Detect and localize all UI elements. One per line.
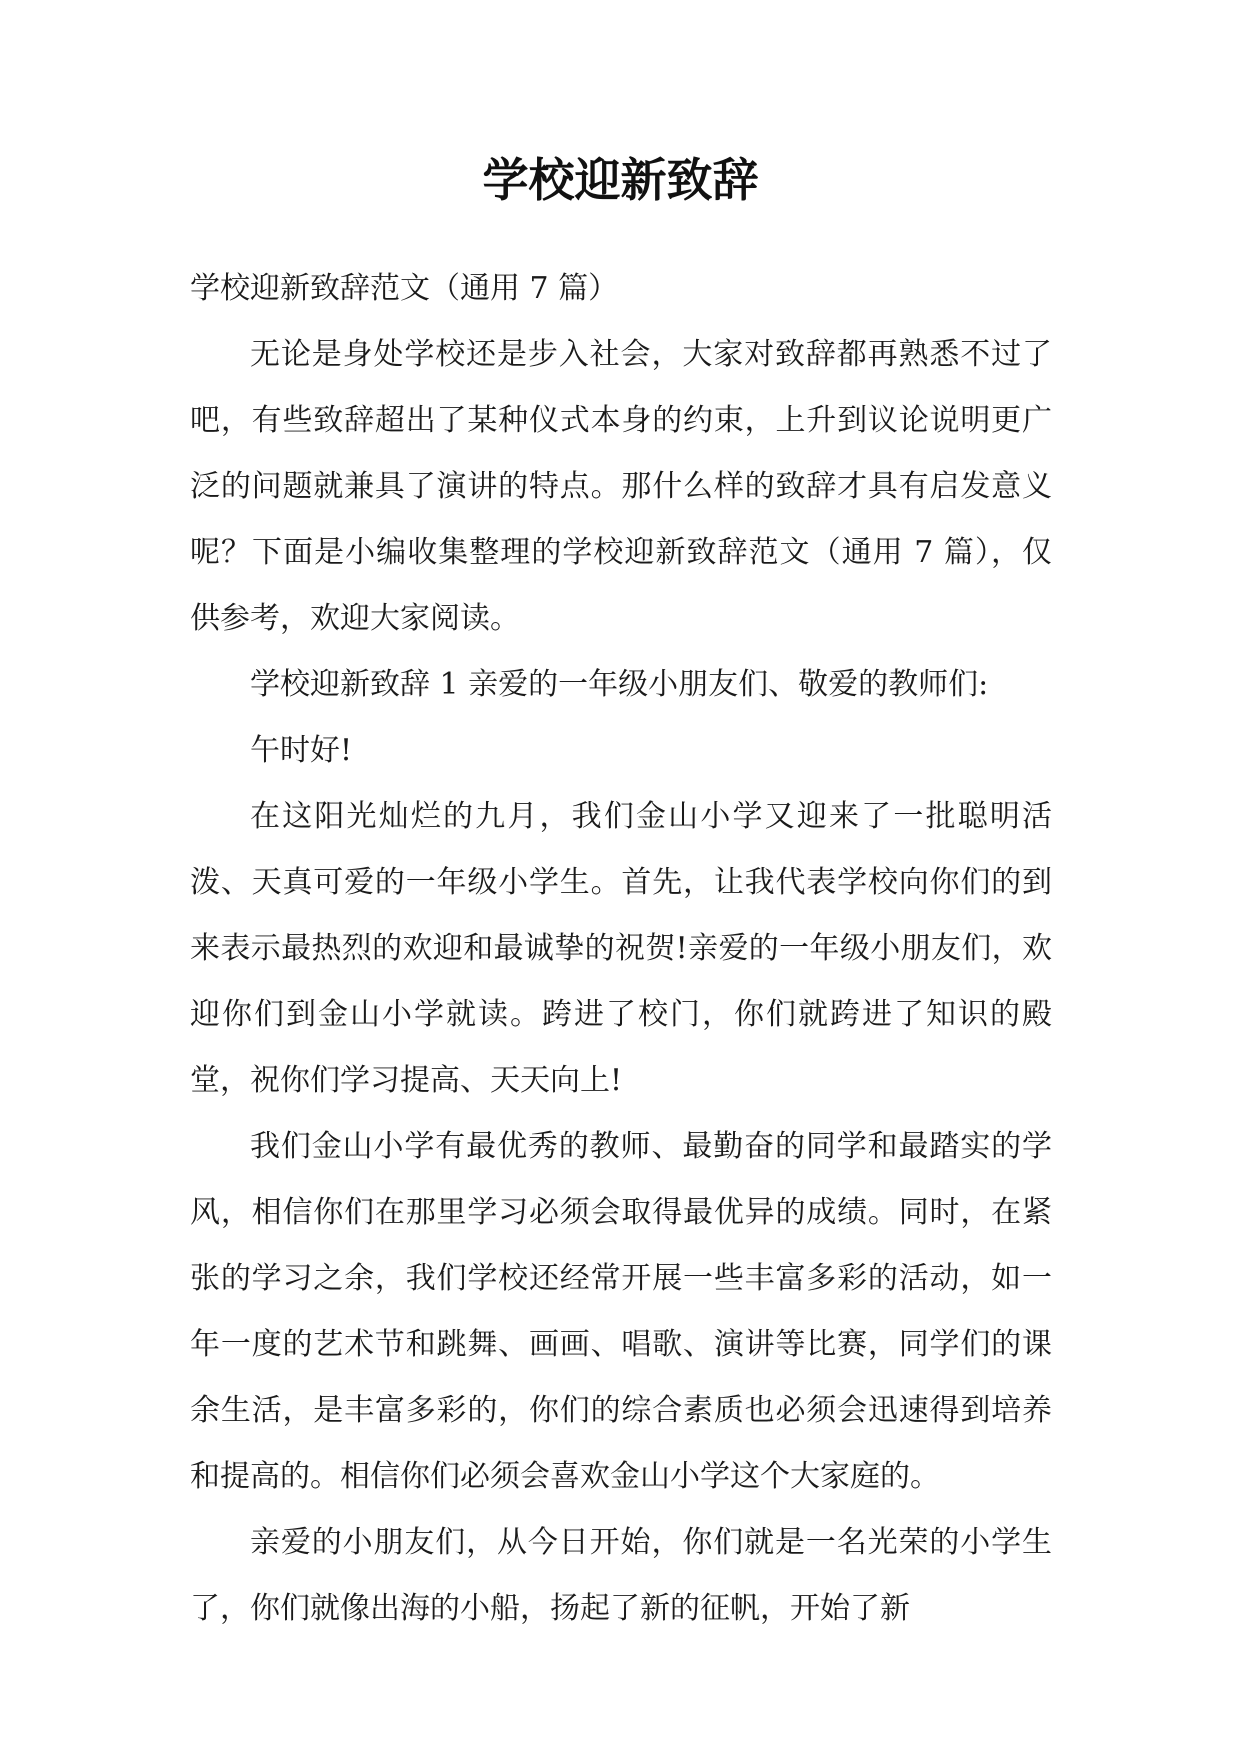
document-body — [190, 256, 1052, 1642]
paragraph-intro: 无论是身处学校还是步入社会，大家对致辞都再熟悉不过了吧，有些致辞超出了某种仪式本身的约束，上升到议论说明更广泛的问题就兼具了演讲的特点。那什么样的致辞才具有启发意义呢？下面是小编收集整理的学校迎新致辞范文（通用 7 篇），仅供参考，欢迎大家阅读。 — [190, 337, 1052, 636]
paragraph-school-intro: 我们金山小学有最优秀的教师、最勤奋的同学和最踏实的学风，相信你们在那里学习必须会取得最优异的成绩。同时，在紧张的学习之余，我们学校还经常开展一些丰富多彩的活动，如一年一度的艺术节和跳舞、画画、唱歌、演讲等比赛，同学们的课余生活，是丰富多彩的，你们的综合素质也必须会迅速得到培养和提高的。相信你们必须会喜欢金山小学这个大家庭的。 — [190, 1129, 1052, 1494]
document-title: 学校迎新致辞 — [482, 153, 759, 207]
document-subtitle: 学校迎新致辞范文（通用 7 篇） — [190, 271, 619, 306]
paragraph-greeting: 午时好! — [250, 733, 353, 768]
paragraph-welcome: 在这阳光灿烂的九月，我们金山小学又迎来了一批聪明活泼、天真可爱的一年级小学生。首先，让我代表学校向你们的到来表示最热烈的欢迎和最诚挚的祝贺!亲爱的一年级小朋友们，欢迎你们到金山小学就读。跨进了校门，你们就跨进了知识的殿堂，祝你们学习提高、天天向上! — [190, 799, 1052, 1098]
paragraph-salutation: 学校迎新致辞 1 亲爱的一年级小朋友们、敬爱的教师们: — [250, 667, 989, 702]
paragraph-encouragement: 亲爱的小朋友们，从今日开始，你们就是一名光荣的小学生了，你们就像出海的小船，扬起了新的征帆，开始了新 — [190, 1525, 1052, 1626]
